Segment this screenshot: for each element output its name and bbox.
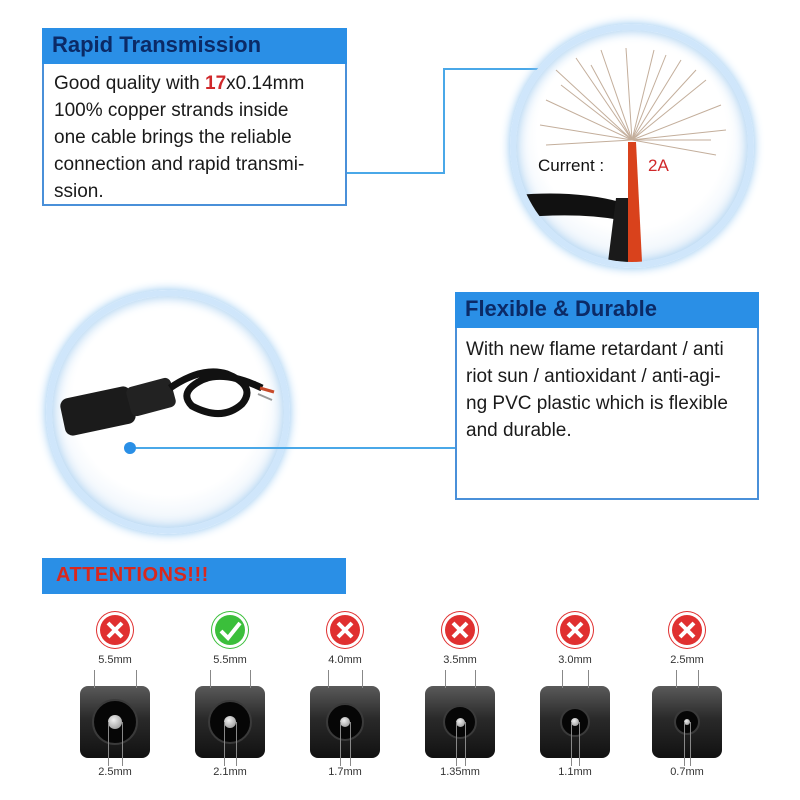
plug-size-row [0,612,800,792]
dimension-line [571,722,572,766]
connector-line [443,68,445,174]
inner-diameter-label: 1.35mm [440,766,480,778]
copper-strand-photo [510,24,754,268]
dimension-line [698,670,699,688]
rapid-transmission-card [42,28,347,206]
plug-size-item [405,612,515,782]
cross-icon [557,612,593,648]
inner-diameter-label: 1.7mm [328,766,362,778]
rapid-text-line: ssion. [54,181,104,202]
dimension-line [690,722,691,766]
rapid-text-line: Good quality with [54,73,206,94]
outer-diameter-label: 5.5mm [213,654,247,666]
plug-pin [340,717,350,727]
plug-pin [571,718,579,726]
connector-line [136,447,458,449]
attentions-banner: ATTENTIONS!!! [42,558,346,594]
dimension-line [250,670,251,688]
dimension-line [562,670,563,688]
cross-icon [327,612,363,648]
inner-diameter-label: 0.7mm [670,766,704,778]
rapid-text-line: one cable brings the reliable [54,127,292,148]
rapid-text-line: x0.14mm [226,73,305,94]
flexible-durable-card [455,292,759,500]
dimension-line [328,670,329,688]
dimension-line [224,722,225,766]
dimension-line [136,670,137,688]
flex-text-line: riot sun / antioxidant / anti-agi- [466,366,721,387]
dimension-line [579,722,580,766]
dc-cable-photo [46,290,290,534]
rapid-transmission-text [54,70,344,205]
inner-diameter-label: 2.1mm [213,766,247,778]
dimension-line [94,670,95,688]
rapid-text-line: connection and rapid transmi- [54,154,305,175]
flex-text-line: With new flame retardant / anti [466,339,724,360]
dimension-line [475,670,476,688]
dc-plug-face [310,686,380,758]
outer-diameter-label: 2.5mm [670,654,704,666]
outer-diameter-label: 3.5mm [443,654,477,666]
check-icon [212,612,248,648]
dimension-line [362,670,363,688]
plug-size-item [175,612,285,782]
dimension-line [108,722,109,766]
flexible-durable-text [466,336,761,444]
flexible-durable-title: Flexible & Durable [455,292,759,328]
flex-text-line: ng PVC plastic which is flexible [466,393,728,414]
strand-count: 17 [205,73,227,94]
dimension-line [340,722,341,766]
connector-dot [124,442,136,454]
plug-size-item [520,612,630,782]
dimension-line [210,670,211,688]
dimension-line [456,722,457,766]
dc-plug-face [195,686,265,758]
plug-pin [108,715,122,729]
plug-size-item [290,612,400,782]
inner-diameter-label: 2.5mm [98,766,132,778]
inner-diameter-label: 1.1mm [558,766,592,778]
flex-text-line: and durable. [466,420,572,441]
dc-plug-face [425,686,495,758]
dimension-line [676,670,677,688]
dimension-line [465,722,466,766]
dimension-line [350,722,351,766]
dc-plug-face [652,686,722,758]
dimension-line [588,670,589,688]
outer-diameter-label: 4.0mm [328,654,362,666]
dimension-line [445,670,446,688]
current-value: 2A [648,156,669,175]
dimension-line [236,722,237,766]
outer-diameter-label: 5.5mm [98,654,132,666]
plug-pin [456,718,465,727]
plug-size-item [60,612,170,782]
connector-line [347,172,443,174]
dc-cable-illustration [52,296,284,528]
cross-icon [442,612,478,648]
cross-icon [669,612,705,648]
copper-strand-illustration [516,30,748,262]
outer-diameter-label: 3.0mm [558,654,592,666]
plug-pin [224,716,236,728]
rapid-text-line: 100% copper strands inside [54,100,289,121]
dimension-line [122,722,123,766]
cross-icon [97,612,133,648]
dc-plug-face [80,686,150,758]
rapid-transmission-title: Rapid Transmission [42,28,347,64]
dc-plug-face [540,686,610,758]
plug-size-item [632,612,742,782]
dimension-line [684,722,685,766]
current-label: Current : [538,156,605,175]
